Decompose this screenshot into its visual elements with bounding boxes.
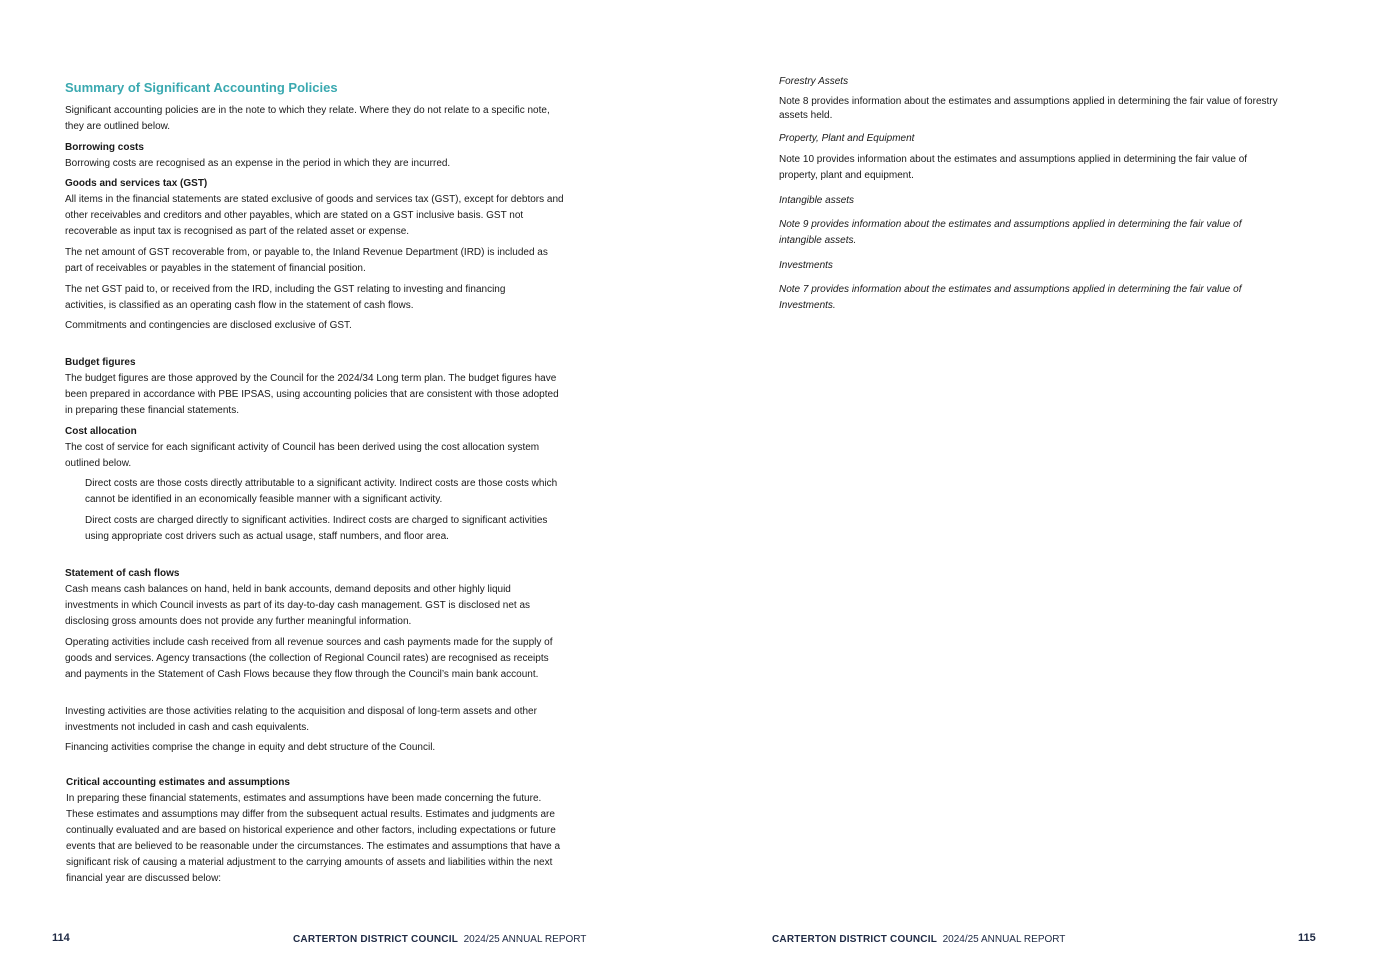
budget-text: The budget figures are those approved by the Council for the 2024/34 Long term plan. The budget figures have been prepared in accordance with PBE IPSAS, using accounting policies that are consistent with those adopted in preparing these financial statements. bbox=[65, 373, 559, 416]
cash-flows-heading: Statement of cash flows bbox=[65, 568, 180, 579]
cash-flows-paragraph-4: Financing activities comprise the change in equity and debt structure of the Council. bbox=[65, 742, 436, 753]
footer bbox=[293, 934, 586, 945]
forestry-text: Note 8 provides information about the estimates and assumptions applied in determining the fair value of forestry assets held. bbox=[779, 96, 1278, 121]
page-number: 114 bbox=[52, 932, 70, 944]
gst-paragraph-1: All items in the financial statements are stated exclusive of goods and services tax (GST), except for debtors and other receivables and creditors and other payables, which are stated on a GST inclusive basis. GST not recoverable as input tax is recognised as part of the related asset or expense. bbox=[65, 194, 564, 237]
page-number: 115 bbox=[1298, 932, 1316, 944]
critical-estimates-heading: Critical accounting estimates and assumptions bbox=[66, 777, 290, 788]
investments-text: Note 7 provides information about the estimates and assumptions applied in determining the fair value of Investments. bbox=[779, 284, 1242, 311]
gst-heading: Goods and services tax (GST) bbox=[65, 178, 208, 189]
gst-paragraph-3: The net GST paid to, or received from the IRD, including the GST relating to investing and financing activities, is classified as an operating cash flow in the statement of cash flows. bbox=[65, 284, 506, 311]
left-page bbox=[0, 0, 686, 955]
cost-allocation-text: The cost of service for each significant activity of Council has been derived using the cost allocation system outlined below. bbox=[65, 442, 540, 469]
ppe-heading: Property, Plant and Equipment bbox=[779, 133, 915, 144]
footer-report-title: 2024/25 ANNUAL REPORT bbox=[942, 934, 1066, 945]
ppe-text: Note 10 provides information about the estimates and assumptions applied in determining the fair value of property, plant and equipment. bbox=[779, 154, 1248, 181]
cash-flows-paragraph-1: Cash means cash balances on hand, held in bank accounts, demand deposits and other highly liquid investments in which Council invests as part of its day-to-day cash management. GST is disclosed net as disclosing gross amounts does not provide any further meaningful information. bbox=[65, 584, 531, 627]
right-page bbox=[686, 0, 1373, 955]
borrowing-text: Borrowing costs are recognised as an expense in the period in which they are incurred. bbox=[65, 158, 451, 169]
footer-organisation: CARTERTON DISTRICT COUNCIL bbox=[772, 934, 938, 945]
gst-paragraph-2: The net amount of GST recoverable from, or payable to, the Inland Revenue Department (IRD) is included as part of receivables or payables in the statement of financial position. bbox=[65, 247, 548, 274]
page-title: Summary of Significant Accounting Policies bbox=[65, 80, 338, 95]
cash-flows-paragraph-3: Investing activities are those activities relating to the acquisition and disposal of long-term assets and other investments not included in cash and cash equivalents. bbox=[65, 706, 537, 733]
footer-report-title: 2024/25 ANNUAL REPORT bbox=[463, 934, 587, 945]
intro-paragraph: Significant accounting policies are in the note to which they relate. Where they do not relate to a specific note, they are outlined below. bbox=[65, 105, 550, 132]
intangible-heading: Intangible assets bbox=[779, 195, 855, 206]
gst-paragraph-4: Commitments and contingencies are disclosed exclusive of GST. bbox=[65, 320, 352, 331]
intangible-text: Note 9 provides information about the estimates and assumptions applied in determining the fair value of intangible assets. bbox=[779, 219, 1242, 246]
cost-allocation-item-2: Direct costs are charged directly to significant activities. Indirect costs are charged to significant activities using appropriate cost drivers such as actual usage, staff numbers, and floor area. bbox=[85, 515, 548, 542]
cash-flows-paragraph-2: Operating activities include cash received from all revenue sources and cash payments made for the supply of goods and services. Agency transactions (the collection of Regional Council rates) are recognised as receipts and payments in the Statement of Cash Flows because they flow through the Council’s main bank account. bbox=[65, 637, 553, 680]
borrowing-heading: Borrowing costs bbox=[65, 142, 144, 153]
footer bbox=[772, 934, 1065, 945]
cost-allocation-item-1: Direct costs are those costs directly attributable to a significant activity. Indirect costs are those costs which cannot be identified in an economically feasible manner with a significant activity. bbox=[85, 478, 558, 505]
budget-heading: Budget figures bbox=[65, 357, 136, 368]
cost-allocation-heading: Cost allocation bbox=[65, 426, 137, 437]
critical-estimates-text: In preparing these financial statements, estimates and assumptions have been made concerning the future. These estimates and assumptions may differ from the subsequent actual results. Estimates and judgments are continually evaluated and are based on historical experience and other factors, including expectations or future events that are believed to be reasonable under the circumstances. The estimates and assumptions that have a significant risk of causing a material adjustment to the carrying amounts of assets and liabilities within the next financial year are discussed below: bbox=[66, 793, 560, 884]
footer-organisation: CARTERTON DISTRICT COUNCIL bbox=[293, 934, 459, 945]
forestry-heading: Forestry Assets bbox=[779, 76, 849, 87]
investments-heading: Investments bbox=[779, 260, 833, 271]
